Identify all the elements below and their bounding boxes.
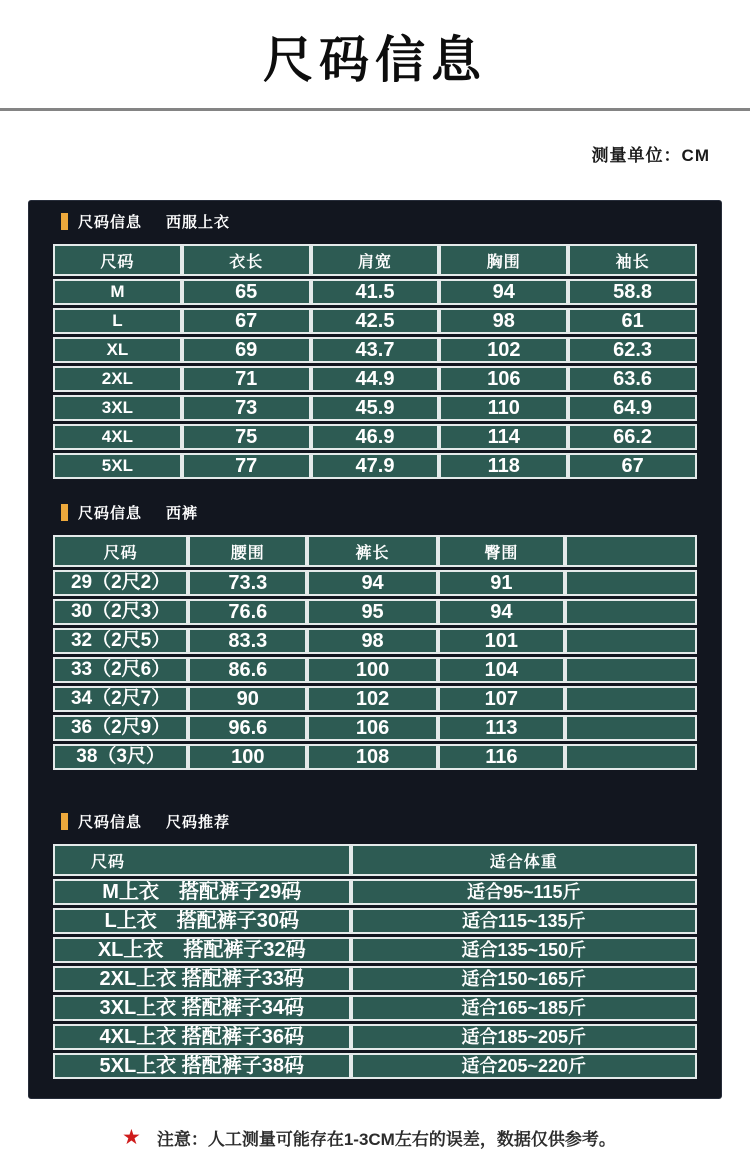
notice bbox=[122, 1125, 750, 1150]
table-row bbox=[53, 1024, 697, 1050]
table-row bbox=[53, 453, 697, 479]
table-row bbox=[53, 395, 697, 421]
table-cell: 106 bbox=[439, 366, 568, 392]
table-row bbox=[53, 657, 697, 683]
table-cell: M上衣 搭配裤子29码 bbox=[53, 879, 351, 905]
size-table bbox=[53, 841, 697, 1082]
table-cell: 86.6 bbox=[188, 657, 307, 683]
measure-unit-label: 测量单位：CM bbox=[591, 146, 710, 165]
table-cell: 46.9 bbox=[311, 424, 440, 450]
table-cell: 5XL bbox=[53, 453, 182, 479]
size-section bbox=[53, 502, 697, 773]
table-cell: 62.3 bbox=[568, 337, 697, 363]
table-cell: 58.8 bbox=[568, 279, 697, 305]
size-table bbox=[53, 241, 697, 482]
table-cell: L bbox=[53, 308, 182, 334]
table-cell bbox=[565, 715, 697, 741]
table-cell: 102 bbox=[307, 686, 437, 712]
table-cell: 适合150~165斤 bbox=[351, 966, 697, 992]
table-cell: 33（2尺6） bbox=[53, 657, 188, 683]
table-cell bbox=[565, 744, 697, 770]
table-cell: 94 bbox=[307, 570, 437, 596]
table-cell: 101 bbox=[438, 628, 565, 654]
size-table bbox=[53, 532, 697, 773]
table-cell: 3XL bbox=[53, 395, 182, 421]
table-row bbox=[53, 570, 697, 596]
table-cell: 32（2尺5） bbox=[53, 628, 188, 654]
star-icon: ★ bbox=[122, 1126, 141, 1149]
section-header bbox=[53, 211, 697, 232]
table-cell: 36（2尺9） bbox=[53, 715, 188, 741]
accent-bar-icon bbox=[61, 813, 68, 830]
table-cell: 104 bbox=[438, 657, 565, 683]
table-cell: 适合165~185斤 bbox=[351, 995, 697, 1021]
table-cell: 98 bbox=[307, 628, 437, 654]
table-cell: 106 bbox=[307, 715, 437, 741]
table-cell: 4XL bbox=[53, 424, 182, 450]
table-cell: 114 bbox=[439, 424, 568, 450]
table-cell bbox=[565, 686, 697, 712]
column-header: 衣长 bbox=[182, 244, 311, 276]
column-header bbox=[565, 535, 697, 567]
table-cell: 61 bbox=[568, 308, 697, 334]
table-row bbox=[53, 937, 697, 963]
table-cell: 30（2尺3） bbox=[53, 599, 188, 625]
table-cell: 45.9 bbox=[311, 395, 440, 421]
page-title: 尺码信息 bbox=[263, 32, 487, 88]
section-subtitle: 西裤 bbox=[166, 505, 199, 522]
table-row bbox=[53, 744, 697, 770]
table-row bbox=[53, 628, 697, 654]
header-row bbox=[53, 535, 697, 567]
table-cell: 94 bbox=[439, 279, 568, 305]
table-cell: 适合205~220斤 bbox=[351, 1053, 697, 1079]
table-cell: M bbox=[53, 279, 182, 305]
size-section bbox=[53, 811, 697, 1082]
table-cell: 100 bbox=[188, 744, 307, 770]
table-cell bbox=[565, 599, 697, 625]
table-cell: 100 bbox=[307, 657, 437, 683]
table-cell: 73 bbox=[182, 395, 311, 421]
table-cell: 96.6 bbox=[188, 715, 307, 741]
table-cell: 90 bbox=[188, 686, 307, 712]
table-cell: 113 bbox=[438, 715, 565, 741]
table-cell: 5XL上衣 搭配裤子38码 bbox=[53, 1053, 351, 1079]
column-header: 腰围 bbox=[188, 535, 307, 567]
table-cell: 83.3 bbox=[188, 628, 307, 654]
column-header: 尺码 bbox=[53, 844, 351, 876]
table-cell: 67 bbox=[182, 308, 311, 334]
section-header bbox=[53, 502, 697, 523]
section-tag: 尺码信息 bbox=[78, 814, 143, 831]
table-cell: 41.5 bbox=[311, 279, 440, 305]
header-row bbox=[53, 244, 697, 276]
column-header: 袖长 bbox=[568, 244, 697, 276]
table-cell: 3XL上衣 搭配裤子34码 bbox=[53, 995, 351, 1021]
table-cell: 适合135~150斤 bbox=[351, 937, 697, 963]
table-cell: 94 bbox=[438, 599, 565, 625]
column-header: 尺码 bbox=[53, 244, 182, 276]
table-cell: 71 bbox=[182, 366, 311, 392]
table-cell: 107 bbox=[438, 686, 565, 712]
table-cell: 73.3 bbox=[188, 570, 307, 596]
table-cell: 118 bbox=[439, 453, 568, 479]
column-header: 臀围 bbox=[438, 535, 565, 567]
accent-bar-icon bbox=[61, 213, 68, 230]
table-cell: 65 bbox=[182, 279, 311, 305]
table-row bbox=[53, 879, 697, 905]
table-cell: 47.9 bbox=[311, 453, 440, 479]
table-cell: 116 bbox=[438, 744, 565, 770]
table-cell: 42.5 bbox=[311, 308, 440, 334]
table-cell bbox=[565, 628, 697, 654]
table-cell: 64.9 bbox=[568, 395, 697, 421]
table-cell: 2XL上衣 搭配裤子33码 bbox=[53, 966, 351, 992]
table-row bbox=[53, 337, 697, 363]
table-row bbox=[53, 599, 697, 625]
table-cell bbox=[565, 570, 697, 596]
table-cell: 69 bbox=[182, 337, 311, 363]
table-cell: 2XL bbox=[53, 366, 182, 392]
table-cell: 95 bbox=[307, 599, 437, 625]
table-row bbox=[53, 715, 697, 741]
accent-bar-icon bbox=[61, 504, 68, 521]
column-header: 肩宽 bbox=[311, 244, 440, 276]
column-header: 尺码 bbox=[53, 535, 188, 567]
table-cell: 4XL上衣 搭配裤子36码 bbox=[53, 1024, 351, 1050]
table-cell: 75 bbox=[182, 424, 311, 450]
table-cell: 98 bbox=[439, 308, 568, 334]
table-cell: 66.2 bbox=[568, 424, 697, 450]
table-cell: 91 bbox=[438, 570, 565, 596]
table-row bbox=[53, 424, 697, 450]
header-row bbox=[53, 844, 697, 876]
table-row bbox=[53, 966, 697, 992]
notice-text: 注意：人工测量可能存在1-3CM左右的误差，数据仅供参考。 bbox=[156, 1130, 616, 1149]
table-cell: 108 bbox=[307, 744, 437, 770]
table-cell: 67 bbox=[568, 453, 697, 479]
table-cell: 110 bbox=[439, 395, 568, 421]
table-cell: 34（2尺7） bbox=[53, 686, 188, 712]
section-tag: 尺码信息 bbox=[78, 214, 143, 231]
table-cell: 77 bbox=[182, 453, 311, 479]
table-cell: 适合185~205斤 bbox=[351, 1024, 697, 1050]
table-row bbox=[53, 308, 697, 334]
section-subtitle: 西服上衣 bbox=[166, 214, 231, 231]
table-cell: 102 bbox=[439, 337, 568, 363]
size-tables-panel bbox=[28, 200, 722, 1099]
table-row bbox=[53, 686, 697, 712]
section-header bbox=[53, 811, 697, 832]
table-cell bbox=[565, 657, 697, 683]
section-subtitle: 尺码推荐 bbox=[166, 814, 231, 831]
table-cell: 38（3尺） bbox=[53, 744, 188, 770]
table-cell: L上衣 搭配裤子30码 bbox=[53, 908, 351, 934]
title-divider bbox=[0, 108, 750, 111]
table-row bbox=[53, 908, 697, 934]
table-cell: 76.6 bbox=[188, 599, 307, 625]
table-cell: 63.6 bbox=[568, 366, 697, 392]
column-header: 裤长 bbox=[307, 535, 437, 567]
column-header: 胸围 bbox=[439, 244, 568, 276]
table-cell: 适合95~115斤 bbox=[351, 879, 697, 905]
table-cell: 44.9 bbox=[311, 366, 440, 392]
section-tag: 尺码信息 bbox=[78, 505, 143, 522]
table-cell: 适合115~135斤 bbox=[351, 908, 697, 934]
table-row bbox=[53, 995, 697, 1021]
size-section bbox=[53, 211, 697, 482]
table-row bbox=[53, 366, 697, 392]
table-cell: XL bbox=[53, 337, 182, 363]
table-cell: XL上衣 搭配裤子32码 bbox=[53, 937, 351, 963]
column-header: 适合体重 bbox=[351, 844, 697, 876]
table-row bbox=[53, 279, 697, 305]
table-row bbox=[53, 1053, 697, 1079]
table-cell: 29（2尺2） bbox=[53, 570, 188, 596]
table-cell: 43.7 bbox=[311, 337, 440, 363]
